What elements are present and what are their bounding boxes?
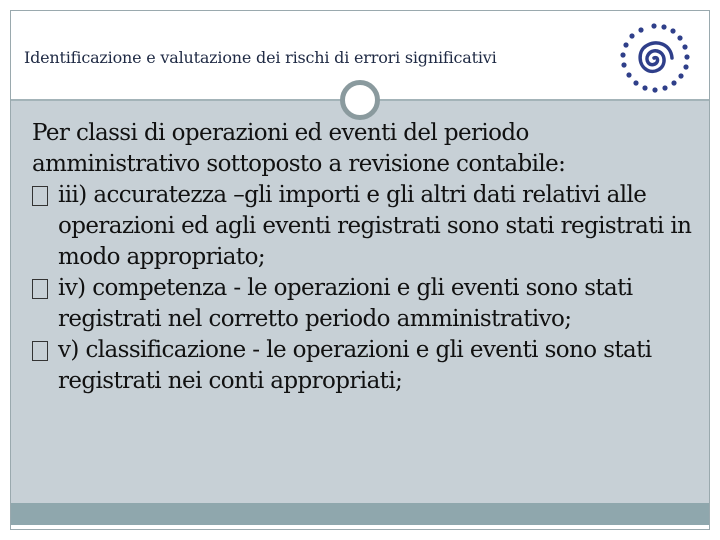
bullet-item: [32, 180, 700, 273]
bullet-box-icon: [32, 186, 48, 206]
bullet-item: [32, 335, 700, 397]
bullet-text: v) classificazione - le operazioni e gli eventi sono stati registrati nei conti appropriati;: [58, 337, 652, 394]
circle-ornament: [340, 80, 380, 120]
bullet-box-icon: [32, 279, 48, 299]
bullet-text: iv) competenza - le operazioni e gli eventi sono stati registrati nel corretto periodo amministrativo;: [58, 275, 633, 332]
bullet-box-icon: [32, 341, 48, 361]
slide-title: Identificazione e valutazione dei rischi di errori significativi: [24, 48, 497, 67]
bullet-item: [32, 273, 700, 335]
slide-body: [32, 118, 700, 397]
footer-bar: [11, 503, 709, 525]
intro-paragraph: Per classi di operazioni ed eventi del periodo amministrativo sottoposto a revisione contabile:: [32, 120, 566, 177]
spiral-dots-icon: [612, 20, 696, 98]
bullet-text: iii) accuratezza –gli importi e gli altri dati relativi alle operazioni ed agli eventi registrati sono stati registrati in modo appropriato;: [58, 182, 692, 270]
